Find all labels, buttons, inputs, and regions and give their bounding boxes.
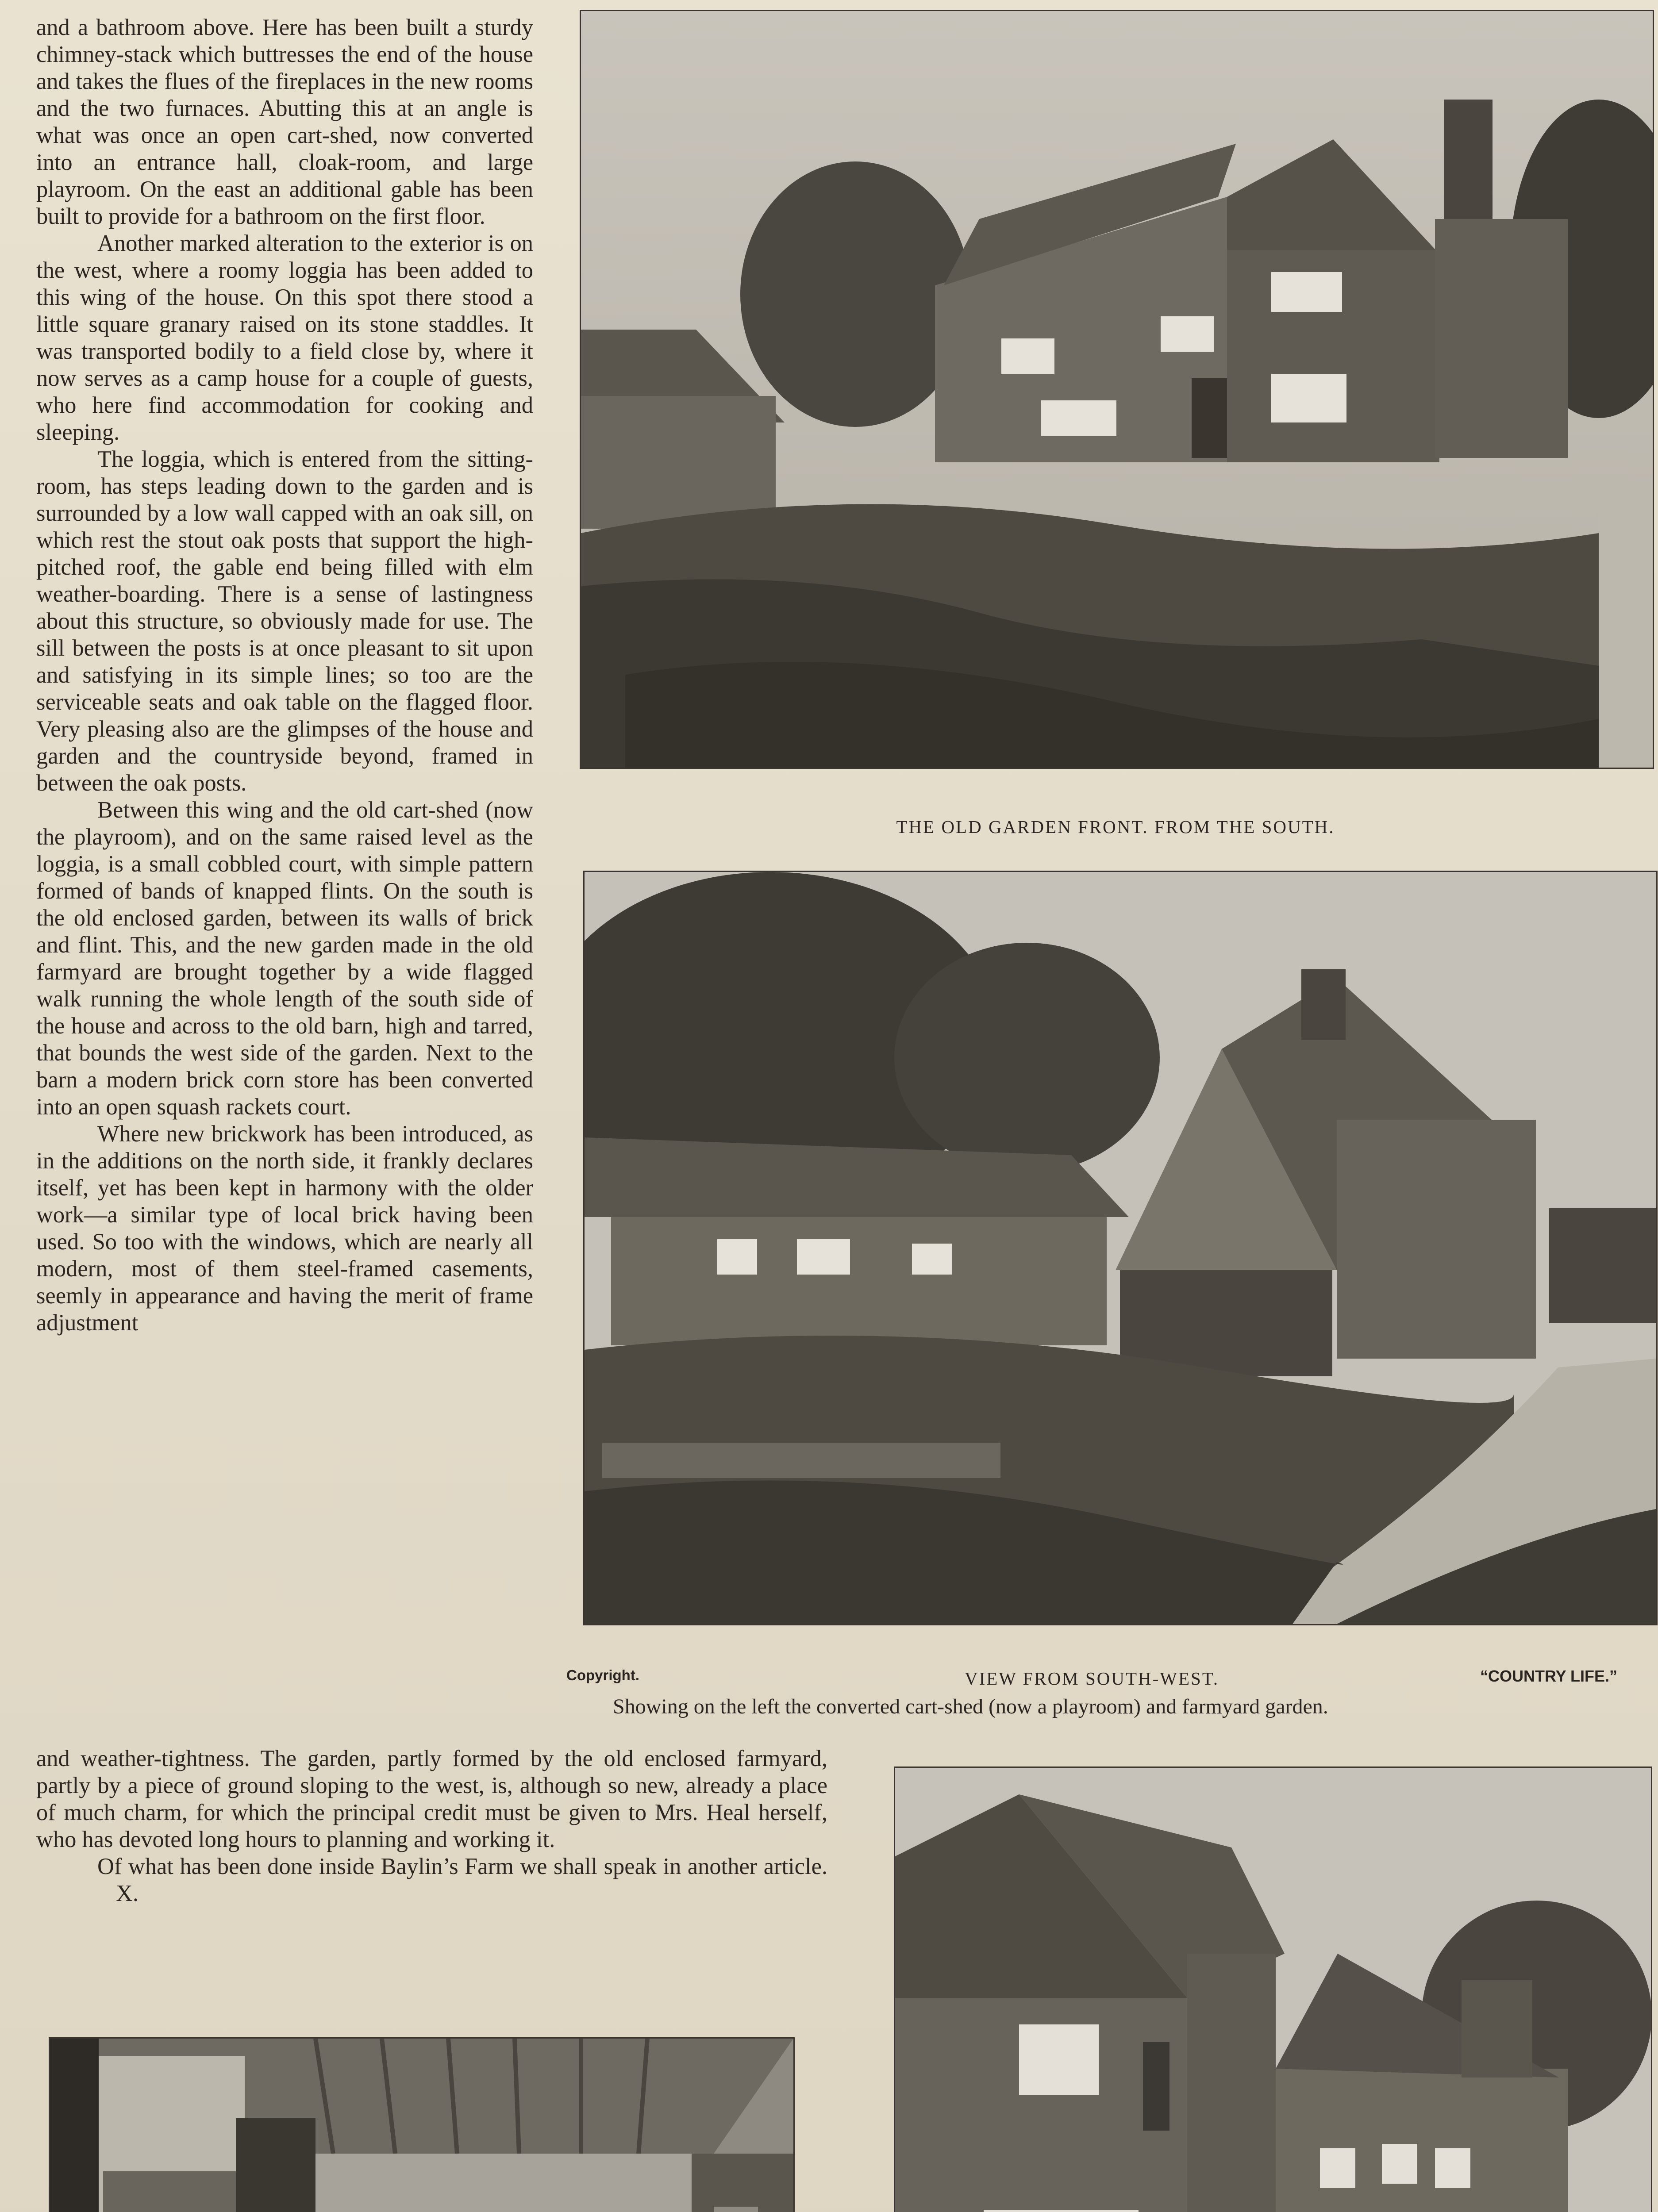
photo-copyright: Copyright. [566,1667,639,1683]
photo-credit: “COUNTRY LIFE.” [1480,1667,1618,1685]
article-continuation [36,1745,827,1907]
photo-garden-front [580,10,1654,769]
photo-loggia [49,2037,795,2212]
paragraph: Another marked alteration to the exterior is on the west, where a roomy loggia has been added to this wing of the house. On this spot there stood a little square granary raised on its stone staddles. It was transported bodily to a field close by, where it now serves as a camp house for a couple of guests, who here find accommodation for cooking and sleeping. [36,230,533,445]
paragraph: Where new brickwork has been introduced, as in the additions on the north side, it frankly declares itself, yet has been kept in harmony with the older work—a similar type of local brick having been used. So too with the windows, which are nearly all modern, most of them steel-framed casements, seemly in appearance and having the merit of frame adjustment [36,1121,533,1336]
closing-paragraph [36,1853,827,1907]
caption-south-west: VIEW FROM SOUTH-WEST. [965,1668,1219,1689]
photo-east-side [894,1767,1652,2212]
paragraph: and a bathroom above. Here has been built a sturdy chimney-stack which buttresses the end of the house and takes the flues of the fireplaces in the new rooms and the two furnaces. Abutting this at an angle is what was once an open cart-shed, now converted into an entrance hall, cloak-room, and large playroom. On the east an additional gable has been built to provide for a bathroom on the first floor. [36,15,533,229]
subcaption-south-west: Showing on the left the converted cart-shed (now a playroom) and farmyard garden. [613,1695,1328,1718]
paragraph: The loggia, which is entered from the sitting-room, has steps leading down to the garden and is surrounded by a low wall capped with an oak sill, on which rest the stout oak posts that support the high-pitched roof, the gable end being filled with elm weather-boarding. There is a sense of lastingness about this structure, so obviously made for use. The sill between the posts is at once pleasant to sit upon and satisfying in its simple lines; so too are the serviceable seats and oak table on the flagged floor. Very pleasing also are the glimpses of the house and garden and the countryside beyond, framed in between the oak posts. [36,446,533,796]
photo-south-west [583,871,1658,1625]
article-column [36,14,533,1336]
closing-text: Of what has been done inside Baylin’s Farm we shall speak in another article. [97,1854,827,1879]
paragraph: Between this wing and the old cart-shed (now the playroom), and on the same raised level as the loggia, is a small cobbled court, with simple pattern formed of bands of knapped flints. On the south is the old enclosed garden, between its walls of brick and flint. This, and the new garden made in the old farmyard are brought together by a wide flagged walk running the whole length of the south side of the house and across to the old barn, high and tarred, that bounds the west side of the garden. Next to the barn a modern brick corn store has been converted into an open squash rackets court. [36,797,533,1120]
paragraph: and weather-tightness. The garden, partly formed by the old enclosed farmyard, partly by a piece of ground sloping to the west, is, although so new, already a place of much charm, for which the principal credit must be given to Mrs. Heal herself, who has devoted long hours to planning and working it. [36,1746,827,1852]
author-signature: X. [116,1881,139,1906]
caption-garden-front: THE OLD GARDEN FRONT. FROM THE SOUTH. [896,817,1335,837]
